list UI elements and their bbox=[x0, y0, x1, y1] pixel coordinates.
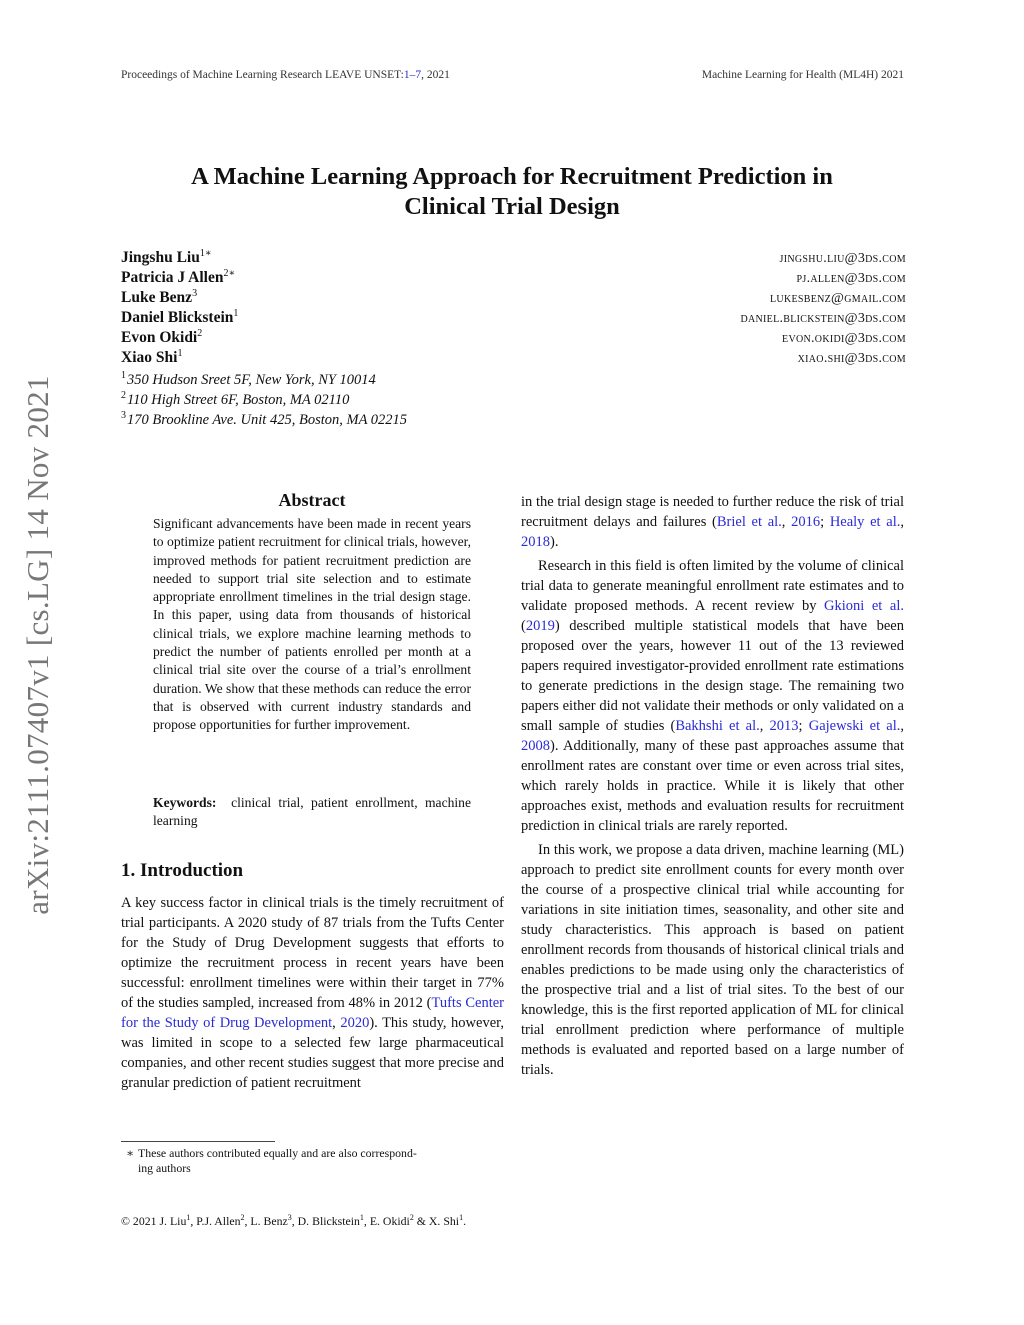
citation-year-link[interactable]: 2016 bbox=[791, 514, 821, 530]
citation-year-link[interactable]: 2013 bbox=[769, 718, 799, 734]
author-row bbox=[121, 308, 906, 328]
copyright-line: © 2021 J. Liu$^1$, P.J. Allen$^2$, L. Benz$^3$, D. Blickstein$^1$, E. Okidi$^2$ & X. Shi$^1$. bbox=[121, 1213, 467, 1228]
author-name: Luke Benz$^3$ bbox=[121, 288, 198, 307]
author-email[interactable]: jingshu.liu@3ds.com bbox=[779, 251, 906, 267]
author-row bbox=[121, 348, 906, 368]
citation-year-link[interactable]: 2020 bbox=[340, 1015, 370, 1031]
affiliation: $^2$110 High Street 6F, Boston, MA 02110 bbox=[121, 390, 350, 408]
arxiv-stamp-container bbox=[8, 345, 68, 945]
footnote: ∗ These authors contributed equally and are also correspond- ing authors bbox=[121, 1146, 504, 1176]
keywords bbox=[153, 794, 471, 831]
author-name: Daniel Blickstein$^1$ bbox=[121, 308, 239, 327]
paragraph: In this work, we propose a data driven, machine learning (ML) approach to predict site enrollment counts for every month over the course of a prospective clinical trial while accounting for variations in site initiation times, seasonality, and other site and study characteristics. This approach is based on patient enrollment records from thousands of historical clinical trials and enables predictions to be made using only the characteristics of the prospective trial and a list of trial sites. To the best of our knowledge, this is the first reported application of ML for clinical trial enrollment prediction where performance of multiple methods is evaluated and reported based on a large number of trials. bbox=[521, 842, 904, 1078]
keywords-label: Keywords: bbox=[153, 795, 217, 810]
affiliation-list bbox=[121, 370, 721, 430]
author-row bbox=[121, 328, 906, 348]
title-line-1: A Machine Learning Approach for Recruitment Prediction in bbox=[191, 163, 833, 190]
citation-link[interactable]: Gajewski et al. bbox=[808, 718, 901, 734]
copyright-icon: © bbox=[121, 1213, 130, 1228]
citation-link[interactable]: Tufts Center for the Study of Drug Development bbox=[121, 995, 504, 1031]
citation-link[interactable]: Bakhshi et al. bbox=[675, 718, 760, 734]
citation-year-link[interactable]: 2018 bbox=[521, 534, 550, 550]
footnote-rule bbox=[121, 1141, 275, 1142]
paragraph: Research in this field is often limited by the volume of clinical trial data to generate meaningful enrollment rate estimates and to validate proposed methods. A recent review by Gkioni et al. (2019) described multiple statistical models that have been proposed over the years, however 11 out of the 13 reviewed papers required investigator-provided enrollment rate estimations to generate predictions in the design stage. The remaining two papers either did not validate their methods or only validated on a small sample of studies (Bakhshi et al., 2013; Gajewski et al., 2008). Additionally, many of these past approaches assume that enrollment rates are constant over time or even across trial sites, which rarely holds in practice. While it is likely that other approaches exist, methods and evaluation results for recruitment prediction in clinical trials are rarely reported. bbox=[521, 558, 905, 834]
paragraph: in the trial design stage is needed to further reduce the risk of trial recruitment delays and failures (Briel et al., 2016; Healy et al., 2018). bbox=[521, 494, 904, 550]
citation-link[interactable]: Gkioni et al. bbox=[824, 598, 904, 614]
author-name: Jingshu Liu$^{1∗}$ bbox=[121, 248, 212, 267]
author-row bbox=[121, 268, 906, 288]
citation-year-link[interactable]: 2008 bbox=[521, 738, 550, 754]
footnote-mark: ∗ bbox=[125, 1146, 134, 1160]
citation-link[interactable]: Healy et al. bbox=[829, 514, 901, 530]
abstract-body: Significant advancements have been made in recent years to optimize patient recruitment for clinical trials, however, improved methods for patient recruitment prediction are needed to support trial site selection and to estimate appropriate enrollment timelines in the trial design stage. In this paper, using data from thousands of historical clinical trials, we explore machine learning methods to predict the number of patients enrolled per month at a clinical trial site over the course of a trial’s enrollment duration. We show that these methods can reduce the error that is observed with current industry standards and propose opportunities for further improvement. bbox=[153, 516, 471, 733]
author-name: Evon Okidi$^2$ bbox=[121, 328, 203, 347]
section-heading-introduction: 1. Introduction bbox=[121, 860, 244, 881]
author-row bbox=[121, 248, 906, 268]
author-row bbox=[121, 288, 906, 308]
author-email[interactable]: xiao.shi@3ds.com bbox=[797, 351, 906, 367]
author-email[interactable]: daniel.blickstein@3ds.com bbox=[740, 311, 906, 327]
affiliation: $^3$170 Brookline Ave. Unit 425, Boston, MA 02215 bbox=[121, 410, 408, 428]
author-name: Patricia J Allen$^{2∗}$ bbox=[121, 268, 236, 287]
running-header-right: Machine Learning for Health (ML4H) 2021 bbox=[701, 69, 904, 81]
title-line-2: Clinical Trial Design bbox=[404, 193, 620, 220]
intro-paragraph: A key success factor in clinical trials is the timely recruitment of trial participants. A 2020 study of 87 trials from the Tufts Center for the Study of Drug Development suggests that efforts to optimize the recruitment process in recent years have been successful: enrollment timelines were within their target in 77% of the studies sampled, increased from 48% in 2012 (Tufts Center for the Study of Drug Development, 2020). This study, however, was limited in scope to a selected few large pharmaceutical companies, and other recent studies suggest that more precise and granular prediction of patient recruitment bbox=[121, 895, 505, 1091]
citation-link[interactable]: Briel et al. bbox=[716, 514, 782, 530]
running-header-left: Proceedings of Machine Learning Research LEAVE UNSET:1–7, 2021 bbox=[121, 69, 450, 81]
author-email[interactable]: evon.okidi@3ds.com bbox=[782, 331, 906, 347]
paper-title bbox=[100, 162, 924, 222]
author-email[interactable]: pj.allen@3ds.com bbox=[796, 271, 906, 287]
right-column bbox=[521, 492, 904, 1080]
author-list bbox=[121, 248, 906, 368]
arxiv-stamp: arXiv:2111.07407v1 [cs.LG] 14 Nov 2021 bbox=[20, 375, 55, 915]
page-range-link[interactable]: 1–7 bbox=[403, 69, 422, 81]
author-email[interactable]: lukesbenz@gmail.com bbox=[770, 291, 906, 307]
citation-year-link[interactable]: 2019 bbox=[525, 618, 555, 634]
affiliation: $^1$350 Hudson Sreet 5F, New York, NY 10014 bbox=[121, 370, 376, 388]
author-name: Xiao Shi$^1$ bbox=[121, 348, 183, 367]
keywords-text: clinical trial, patient enrollment, machine learning bbox=[153, 795, 472, 829]
abstract-heading: Abstract bbox=[278, 490, 346, 510]
